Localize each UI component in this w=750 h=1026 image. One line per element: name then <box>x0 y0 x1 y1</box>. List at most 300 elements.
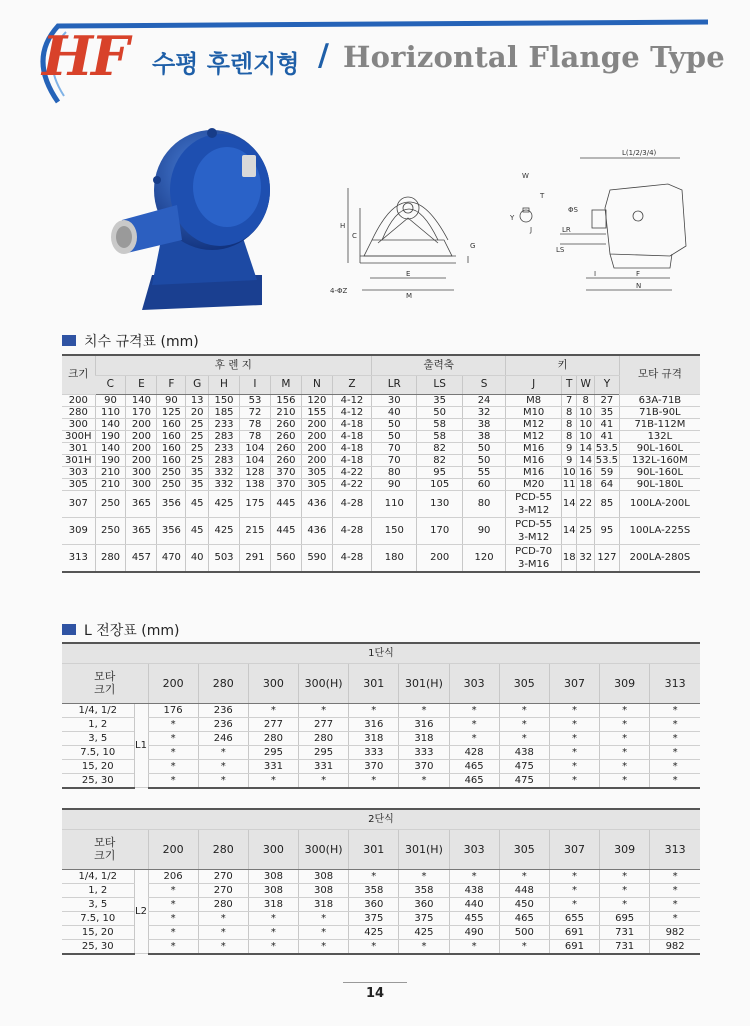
table-cell: 100LA-200L <box>619 490 700 517</box>
hf-logo-text: HF <box>42 24 128 88</box>
table-cell: 78 <box>239 430 270 442</box>
table-cell: 175 <box>239 490 270 517</box>
table-cell: * <box>499 869 549 883</box>
table-cell: 170 <box>126 406 157 418</box>
motor-power-cell: 1, 2 <box>62 717 134 731</box>
motor-power-cell: 7.5, 10 <box>62 745 134 759</box>
table-cell: 80 <box>462 490 505 517</box>
table-cell: 982 <box>650 925 700 939</box>
table-cell: 120 <box>462 544 505 572</box>
table-cell: * <box>549 759 599 773</box>
column-group-output-shaft: 출력축 <box>372 355 506 375</box>
front-view-drawing <box>330 168 485 303</box>
table-cell: 358 <box>399 883 449 897</box>
table-cell: 333 <box>399 745 449 759</box>
table-cell: 185 <box>209 406 240 418</box>
table-cell: 301 <box>62 442 95 454</box>
table-cell: 318 <box>299 897 349 911</box>
table-cell: 128 <box>239 466 270 478</box>
table-row <box>62 883 700 897</box>
table-cell: 50 <box>417 406 462 418</box>
column-header-size: 301(H) <box>399 829 449 869</box>
column-header: W <box>577 375 595 394</box>
table-cell: 305 <box>301 466 332 478</box>
table-cell: 82 <box>417 442 462 454</box>
table-cell: 53.5 <box>595 454 619 466</box>
table-cell: * <box>549 883 599 897</box>
j-line-1: PCD-70 <box>515 545 553 557</box>
table-cell: M16 <box>506 442 562 454</box>
length-label-cell: L2 <box>134 869 148 954</box>
table-cell: * <box>248 911 298 925</box>
table-cell: * <box>148 745 198 759</box>
column-header-size: 200 <box>148 829 198 869</box>
table-cell: 16 <box>577 466 595 478</box>
column-header: H <box>209 375 240 394</box>
table-cell: 82 <box>417 454 462 466</box>
column-header-motor-size <box>62 829 148 869</box>
table-cell: 25 <box>186 430 209 442</box>
table-cell: 303 <box>62 466 95 478</box>
table-cell: 40 <box>372 406 417 418</box>
table-cell: 35 <box>186 478 209 490</box>
table-cell: 32 <box>577 544 595 572</box>
table-cell: 425 <box>399 925 449 939</box>
table-cell: 140 <box>95 442 126 454</box>
table-cell: 4-18 <box>332 430 371 442</box>
table-cell: 731 <box>600 925 650 939</box>
table-cell: 375 <box>399 911 449 925</box>
motor-power-cell: 15, 20 <box>62 925 134 939</box>
table-cell: * <box>299 925 349 939</box>
table-cell: 50 <box>462 454 505 466</box>
table-cell: * <box>299 703 349 717</box>
table-cell: 465 <box>449 773 499 788</box>
motor-power-cell: 25, 30 <box>62 773 134 788</box>
table-cell: 236 <box>198 703 248 717</box>
stage-header: 1단식 <box>62 643 700 663</box>
table-row <box>62 418 700 430</box>
table-cell: 318 <box>248 897 298 911</box>
table-cell: 127 <box>595 544 620 572</box>
table-cell: 560 <box>270 544 301 572</box>
table-cell: 200 <box>301 430 332 442</box>
table-cell: * <box>299 911 349 925</box>
table-cell: 95 <box>417 466 462 478</box>
table-cell: 50 <box>372 430 417 442</box>
table-cell: 490 <box>449 925 499 939</box>
column-header-size: 305 <box>499 663 549 703</box>
table-cell: 731 <box>600 939 650 954</box>
table-cell: 318 <box>349 731 399 745</box>
column-header-size: 303 <box>449 829 499 869</box>
table-row <box>62 717 700 731</box>
table-cell: 500 <box>499 925 549 939</box>
table-cell: 280 <box>198 897 248 911</box>
table-cell: 370 <box>399 759 449 773</box>
section-bullet-icon <box>62 624 76 635</box>
table-cell: 356 <box>157 517 186 544</box>
table-cell: 210 <box>270 406 301 418</box>
table-cell: 90 <box>157 394 186 406</box>
section-bullet-icon <box>62 335 76 346</box>
dim-y-label: Y <box>510 214 515 222</box>
column-header-motor-size <box>62 663 148 703</box>
table-cell: * <box>499 939 549 954</box>
length-label-cell: L1 <box>134 703 148 788</box>
table-cell: * <box>148 731 198 745</box>
table-cell: * <box>399 703 449 717</box>
table-cell: 300 <box>126 466 157 478</box>
table-cell: 360 <box>399 897 449 911</box>
table-cell: * <box>349 869 399 883</box>
column-header: Z <box>332 375 371 394</box>
table-header-row <box>62 663 700 703</box>
table-cell: 10 <box>577 418 595 430</box>
table-cell: 130 <box>417 490 462 517</box>
table-cell: 200 <box>126 454 157 466</box>
table-cell: 55 <box>462 466 505 478</box>
dim-c-label: C <box>352 232 357 240</box>
table-cell: 233 <box>209 442 240 454</box>
table-cell: * <box>349 703 399 717</box>
table-header-row <box>62 375 700 394</box>
table-cell: 58 <box>417 430 462 442</box>
table-cell: 260 <box>270 454 301 466</box>
table-cell: 457 <box>126 544 157 572</box>
table-row <box>62 869 700 883</box>
table-cell: 120 <box>301 394 332 406</box>
table-cell: * <box>650 869 700 883</box>
table-cell: * <box>148 883 198 897</box>
column-header-size: 200 <box>148 663 198 703</box>
table-cell: 295 <box>248 745 298 759</box>
table-cell: 8 <box>561 406 576 418</box>
table-cell: * <box>299 939 349 954</box>
dimension-table <box>62 354 700 573</box>
table-cell: 40 <box>186 544 209 572</box>
table-row <box>62 897 700 911</box>
column-header-size: 313 <box>650 829 700 869</box>
table-cell: * <box>650 745 700 759</box>
table-cell: 8 <box>561 430 576 442</box>
table-cell: 110 <box>95 406 126 418</box>
table-cell: 291 <box>239 544 270 572</box>
table-cell: * <box>650 759 700 773</box>
table-cell: 90 <box>462 517 505 544</box>
dim-h-label: H <box>340 222 346 230</box>
table-cell: 140 <box>95 418 126 430</box>
table-cell: 80 <box>372 466 417 478</box>
table-cell: 475 <box>499 773 549 788</box>
table-cell: 104 <box>239 454 270 466</box>
column-header: LS <box>417 375 462 394</box>
table-cell: 10 <box>577 430 595 442</box>
table-cell: 233 <box>209 418 240 430</box>
table-cell: * <box>349 773 399 788</box>
table-cell: 4-18 <box>332 418 371 430</box>
table-cell: 4-18 <box>332 454 371 466</box>
table-cell: 14 <box>561 490 576 517</box>
dim-w-label: W <box>522 172 529 180</box>
table-cell: 45 <box>186 517 209 544</box>
table-cell: 22 <box>577 490 595 517</box>
table-cell: 283 <box>209 430 240 442</box>
table-cell: 465 <box>499 911 549 925</box>
table-cell: 14 <box>561 517 576 544</box>
table-cell: M16 <box>506 454 562 466</box>
table-cell: 210 <box>95 478 126 490</box>
table-row <box>62 478 700 490</box>
table-cell: 190 <box>95 430 126 442</box>
table-cell: 150 <box>372 517 417 544</box>
table-cell: 300 <box>126 478 157 490</box>
column-header-size: 313 <box>650 663 700 703</box>
table-cell: 4-22 <box>332 478 371 490</box>
table-cell: 358 <box>349 883 399 897</box>
table-cell: 27 <box>595 394 620 406</box>
table-cell: 4-28 <box>332 517 371 544</box>
table-row <box>62 925 700 939</box>
table-cell: * <box>549 745 599 759</box>
table-cell: 18 <box>577 478 595 490</box>
table-cell: * <box>600 897 650 911</box>
table-row <box>62 773 700 788</box>
table-cell: 370 <box>270 466 301 478</box>
table-cell: 300 <box>62 418 95 430</box>
column-header-motor: 모타 규격 <box>619 355 700 394</box>
table-cell: 104 <box>239 442 270 454</box>
table-cell: 95 <box>595 517 620 544</box>
stage-header: 2단식 <box>62 809 700 829</box>
table-cell: * <box>549 717 599 731</box>
side-view-drawing <box>510 148 700 298</box>
column-header: G <box>186 375 209 394</box>
table-cell: 4-22 <box>332 466 371 478</box>
table-cell: M20 <box>506 478 562 490</box>
table-cell: * <box>549 897 599 911</box>
table-row <box>62 703 700 717</box>
table-cell: * <box>650 897 700 911</box>
table-cell: 25 <box>186 454 209 466</box>
table-cell: 370 <box>270 478 301 490</box>
table-cell: 200 <box>417 544 462 572</box>
table-cell: 691 <box>549 925 599 939</box>
column-header-size: 305 <box>499 829 549 869</box>
table-cell: 59 <box>595 466 620 478</box>
table-cell: * <box>198 759 248 773</box>
table-cell: 250 <box>157 466 186 478</box>
table-cell: 200 <box>301 442 332 454</box>
column-header: N <box>301 375 332 394</box>
column-header: C <box>95 375 126 394</box>
table-cell: 125 <box>157 406 186 418</box>
table-cell: * <box>600 883 650 897</box>
table-cell: * <box>198 939 248 954</box>
table-cell: 270 <box>198 883 248 897</box>
table-cell: 190 <box>95 454 126 466</box>
dim-m-label: M <box>406 292 413 300</box>
table-cell: 332 <box>209 478 240 490</box>
table-cell: 331 <box>248 759 298 773</box>
column-header: Y <box>595 375 620 394</box>
table-cell: 200LA-280S <box>619 544 700 572</box>
table-cell: 280 <box>95 544 126 572</box>
table-cell: 30 <box>372 394 417 406</box>
table-cell: * <box>248 939 298 954</box>
table-cell: 160 <box>157 418 186 430</box>
column-header-size: 280 <box>198 829 248 869</box>
motor-power-cell: 3, 5 <box>62 897 134 911</box>
table-cell: 332 <box>209 466 240 478</box>
table-cell: 50 <box>372 418 417 430</box>
table-cell: 250 <box>95 517 126 544</box>
table-row <box>62 544 700 572</box>
table-cell: 215 <box>239 517 270 544</box>
table-cell: * <box>198 773 248 788</box>
table-cell: 78 <box>239 418 270 430</box>
table-cell: 308 <box>299 883 349 897</box>
table-cell: * <box>650 703 700 717</box>
table-cell: * <box>549 731 599 745</box>
table-cell: 170 <box>417 517 462 544</box>
table-cell: 38 <box>462 418 505 430</box>
table-cell: 71B-112M <box>619 418 700 430</box>
table-cell: 305 <box>62 478 95 490</box>
table-cell: 425 <box>209 490 240 517</box>
table-cell: * <box>600 717 650 731</box>
table-cell: 7 <box>561 394 576 406</box>
table-cell: 283 <box>209 454 240 466</box>
table-cell: 590 <box>301 544 332 572</box>
table-cell: 370 <box>349 759 399 773</box>
table-cell-j <box>506 490 562 517</box>
table-cell: 53 <box>239 394 270 406</box>
table-cell: M12 <box>506 430 562 442</box>
table-cell: 425 <box>349 925 399 939</box>
table-cell: 260 <box>270 442 301 454</box>
table-cell: 200 <box>62 394 95 406</box>
table-cell: * <box>248 773 298 788</box>
table-cell: 260 <box>270 430 301 442</box>
table-cell: 8 <box>577 394 595 406</box>
table-cell: * <box>148 773 198 788</box>
table-cell: * <box>600 759 650 773</box>
table-cell: * <box>650 731 700 745</box>
table-cell: 176 <box>148 703 198 717</box>
table-cell: 318 <box>399 731 449 745</box>
table-cell: 280 <box>299 731 349 745</box>
table-cell: 132L <box>619 430 700 442</box>
table-cell: 14 <box>577 454 595 466</box>
section-title-text: 치수 규격표 (mm) <box>84 334 199 350</box>
column-header: I <box>239 375 270 394</box>
table-cell: * <box>299 773 349 788</box>
table-cell: * <box>650 717 700 731</box>
column-header-size: 309 <box>600 829 650 869</box>
table-cell: 445 <box>270 517 301 544</box>
table-cell: 260 <box>270 418 301 430</box>
page-title-english: Horizontal Flange Type <box>343 40 725 74</box>
table-cell: 64 <box>595 478 620 490</box>
column-header-size: 300 <box>248 663 298 703</box>
table-cell: 4-28 <box>332 544 371 572</box>
table-cell: 356 <box>157 490 186 517</box>
table-cell: 11 <box>562 478 576 490</box>
table-cell: * <box>399 869 449 883</box>
section-title-text: L 전장표 (mm) <box>84 623 180 639</box>
table-cell: * <box>349 939 399 954</box>
table-cell: * <box>148 759 198 773</box>
motor-power-cell: 1/4, 1/2 <box>62 869 134 883</box>
table-cell: 71B-90L <box>619 406 700 418</box>
table-cell: 90L-160L <box>619 466 700 478</box>
table-cell-j <box>506 517 562 544</box>
table-row <box>62 454 700 466</box>
table-cell: 60 <box>462 478 505 490</box>
column-header-size: 301 <box>349 663 399 703</box>
column-header: S <box>462 375 505 394</box>
table-cell: * <box>449 731 499 745</box>
table-cell: 236 <box>198 717 248 731</box>
column-header-size: 280 <box>198 663 248 703</box>
table-cell: * <box>650 883 700 897</box>
table-cell: 450 <box>499 897 549 911</box>
table-cell: * <box>148 911 198 925</box>
table-cell: 140 <box>126 394 157 406</box>
page-title-korean: 수평 후렌지형 <box>152 50 300 78</box>
table-cell: 35 <box>186 466 209 478</box>
table-row <box>62 406 700 418</box>
table-cell: 25 <box>577 517 595 544</box>
table-cell: 160 <box>157 430 186 442</box>
table-cell: * <box>148 717 198 731</box>
table-cell: 295 <box>299 745 349 759</box>
table-cell: * <box>449 939 499 954</box>
table-cell: 307 <box>62 490 95 517</box>
table-cell: 156 <box>270 394 301 406</box>
motor-power-cell: 1/4, 1/2 <box>62 703 134 717</box>
table-cell: * <box>248 703 298 717</box>
j-line-2: 3-M12 <box>517 504 550 516</box>
table-cell: 316 <box>399 717 449 731</box>
motor-label: 모타 <box>94 670 116 683</box>
table-row <box>62 442 700 454</box>
table-cell: 470 <box>157 544 186 572</box>
table-cell: 200 <box>126 418 157 430</box>
table-cell: 475 <box>499 759 549 773</box>
dim-lr-label: LR <box>562 226 571 234</box>
column-header: T <box>561 375 576 394</box>
table-cell: * <box>499 731 549 745</box>
table-cell: 50 <box>462 442 505 454</box>
table-cell: 300H <box>62 430 95 442</box>
j-line-1: PCD-55 <box>515 518 553 530</box>
table-cell: 63A-71B <box>619 394 700 406</box>
table-cell: * <box>449 717 499 731</box>
table-cell: 308 <box>299 869 349 883</box>
table-cell: 150 <box>209 394 240 406</box>
motor-power-cell: 3, 5 <box>62 731 134 745</box>
column-group-key: 키 <box>506 355 620 375</box>
j-line-2: 3-M16 <box>517 558 550 570</box>
table-cell: * <box>148 897 198 911</box>
table-cell: 280 <box>248 731 298 745</box>
table-cell: 132L-160M <box>619 454 700 466</box>
table-cell: 365 <box>126 517 157 544</box>
table-cell: 277 <box>299 717 349 731</box>
table-cell: * <box>650 911 700 925</box>
